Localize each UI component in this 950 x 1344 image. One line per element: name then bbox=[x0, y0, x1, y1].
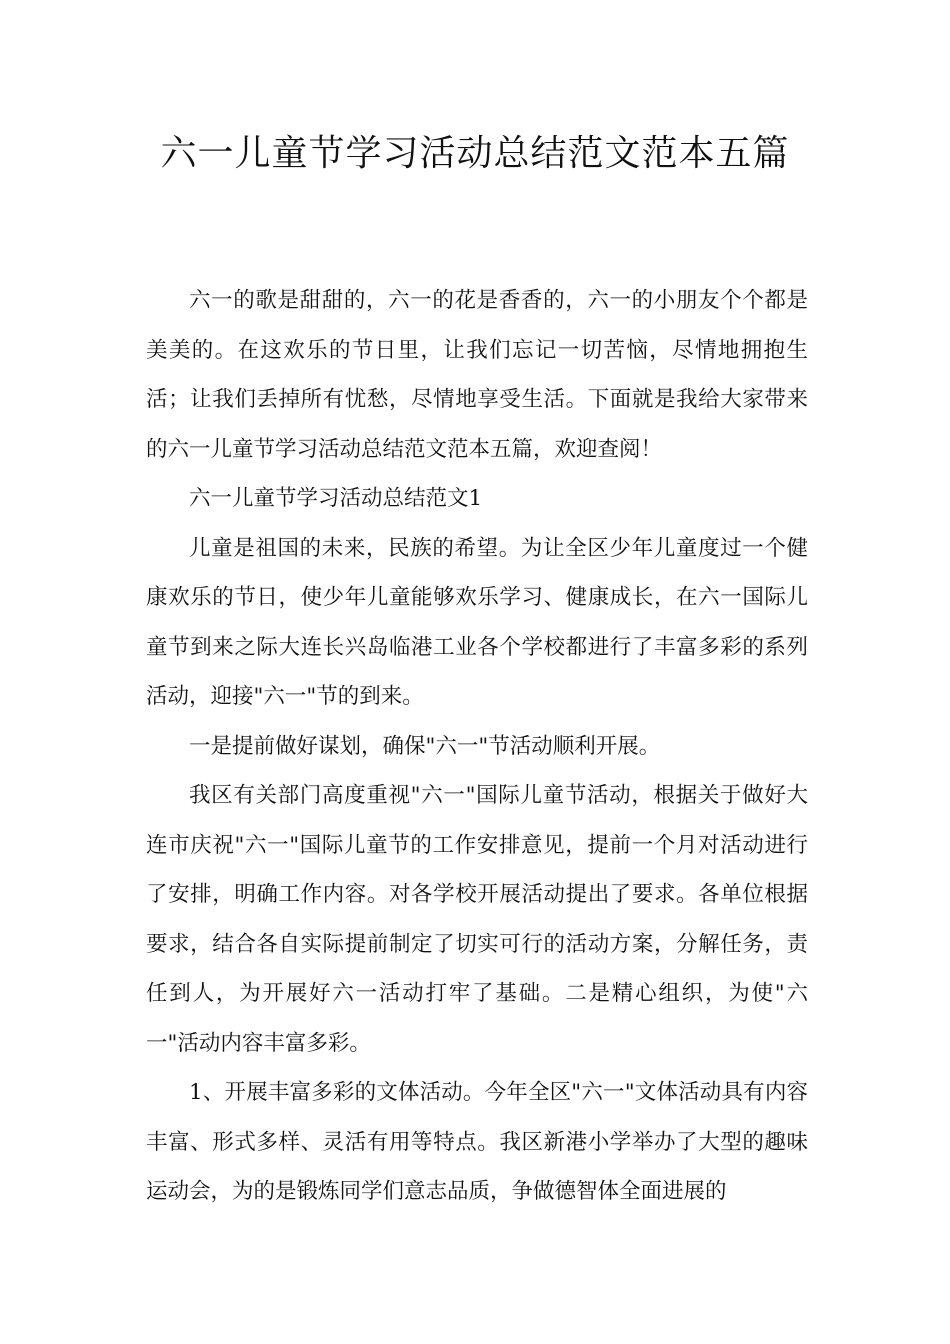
body-paragraph: 我区有关部门高度重视"六一"国际儿童节活动，根据关于做好大连市庆祝"六一"国际儿童节的工作安排意见，提前一个月对活动进行了安排，明确工作内容。对各学校开展活动提出了要求。各单位根据要求，结合各自实际提前制定了切实可行的活动方案，分解任务，责任到人，为开展好六一活动打牢了基础。二是精心组织，为使"六一"活动内容丰富多彩。 bbox=[146, 783, 808, 1056]
body-paragraph: 1、开展丰富多彩的文体活动。今年全区"六一"文体活动具有内容丰富、形式多样、灵活有用等特点。我区新港小学举办了大型的趣味运动会，为的是锻炼同学们意志品质，争做德智体全面进展的 bbox=[146, 1080, 808, 1204]
document-title: 六一儿童节学习活动总结范文范本五篇 bbox=[160, 133, 790, 174]
section-heading: 六一儿童节学习活动总结范文1 bbox=[189, 486, 483, 511]
document-body bbox=[146, 276, 808, 1217]
body-paragraph: 儿童是祖国的未来，民族的希望。为让全区少年儿童度过一个健康欢乐的节日，使少年儿童能够欢乐学习、健康成长，在六一国际儿童节到来之际大连长兴岛临港工业各个学校都进行了丰富多彩的系列活动，迎接"六一"节的到来。 bbox=[146, 535, 808, 709]
body-paragraph: 一是提前做好谋划，确保"六一"节活动顺利开展。 bbox=[189, 733, 661, 759]
intro-paragraph: 六一的歌是甜甜的，六一的花是香香的，六一的小朋友个个都是美美的。在这欢乐的节日里，让我们忘记一切苦恼，尽情地拥抱生活；让我们丢掉所有忧愁，尽情地享受生活。下面就是我给大家带来的六一儿童节学习活动总结范文范本五篇，欢迎查阅！ bbox=[146, 288, 808, 462]
